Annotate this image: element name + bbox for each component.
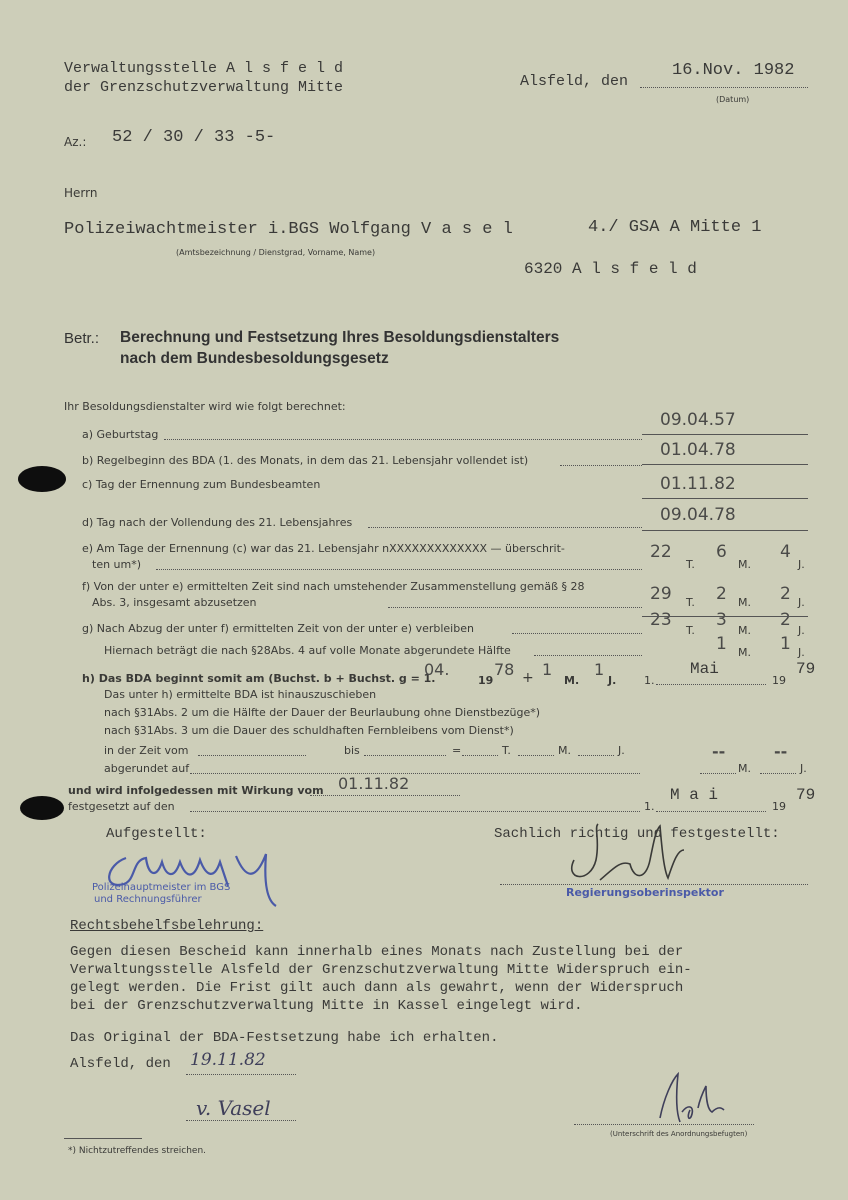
defer-j-line — [578, 755, 614, 756]
row-f-t-unit: T. — [686, 596, 695, 609]
final-year: 79 — [796, 786, 816, 804]
officer-signature-line — [574, 1124, 754, 1125]
row-f-j-unit: J. — [798, 596, 805, 609]
row-e-j: 4 — [780, 542, 791, 562]
half-m: 1 — [716, 634, 727, 654]
row-e-t: 22 — [650, 542, 672, 562]
row-a-rule — [642, 434, 808, 435]
remedy-line-1: Gegen diesen Bescheid kann innerhalb eines Monats nach Zustellung bei der — [70, 944, 684, 960]
recipient-caption: (Amtsbezeichnung / Dienstgrad, Vorname, Name) — [176, 248, 376, 257]
row-e-m: 6 — [716, 542, 727, 562]
row-f-m-unit: M. — [738, 596, 751, 609]
remedy-line-3: gelegt werden. Die Frist gilt auch dann als gewahrt, wenn der Widerspruch — [70, 980, 684, 996]
final-line-1: und wird infolgedessen mit Wirkung vom — [68, 784, 324, 797]
defer-m-value-unit: M. — [738, 762, 751, 775]
row-a-value: 09.04.57 — [660, 410, 736, 430]
org-line-2: der Grenzschutzverwaltung Mitte — [64, 79, 344, 96]
row-e-t-unit: T. — [686, 558, 695, 571]
final-date: 01.11.82 — [338, 774, 410, 793]
footnote-rule — [64, 1138, 142, 1139]
defer-from-line — [198, 755, 306, 756]
remedy-line-4: bei der Grenzschutzverwaltung Mitte in Kassel eingelegt wird. — [70, 998, 583, 1014]
subject-label: Betr.: — [64, 330, 100, 347]
row-h-plus: + — [522, 670, 534, 686]
row-f-leader — [388, 607, 642, 608]
row-f-t: 29 — [650, 584, 672, 604]
receipt-date: 19.11.82 — [190, 1050, 266, 1070]
subject-line-1: Berechnung und Festsetzung Ihres Besoldungsdienstalters — [120, 329, 560, 346]
row-h-result-year: 79 — [796, 660, 816, 678]
row-f-label-2: Abs. 3, insgesamt abzusetzen — [92, 596, 257, 609]
half-m-unit: M. — [738, 646, 751, 659]
prepared-by-label: Aufgestellt: — [106, 826, 207, 842]
row-h-month: 04. — [424, 660, 450, 679]
row-d-label: d) Tag nach der Vollendung des 21. Lebensjahres — [82, 516, 353, 529]
remedy-title: Rechtsbehelfsbelehrung: — [70, 918, 264, 934]
final-yr-prefix: 19 — [772, 800, 786, 813]
half-j-unit: J. — [798, 646, 805, 659]
row-h-year: 78 — [494, 660, 515, 679]
final-line-2: festgesetzt auf den — [68, 800, 175, 813]
org-line-1: Verwaltungsstelle A l s f e l d — [64, 60, 344, 77]
remedy-line-2: Verwaltungsstelle Alsfeld der Grenzschutzverwaltung Mitte Widerspruch ein- — [70, 962, 692, 978]
defer-line-3: nach §31Abs. 3 um die Dauer des schuldhaften Fernbleibens vom Dienst*) — [104, 724, 514, 737]
row-h-j-unit: J. — [608, 674, 617, 687]
receipt-place: Alsfeld, den — [70, 1056, 171, 1072]
officer-signature — [620, 1068, 740, 1128]
recipient-signature: v. Vasel — [196, 1096, 271, 1120]
verified-by-label: Sachlich richtig und festgestellt: — [494, 826, 780, 842]
row-h-m: 1 — [542, 660, 553, 679]
row-b-rule — [642, 464, 808, 465]
defer-j: -- — [774, 742, 788, 761]
final-month-line — [656, 811, 766, 812]
row-c-value: 01.11.82 — [660, 474, 736, 494]
row-b-value: 01.04.78 — [660, 440, 736, 460]
row-g-rule — [642, 616, 808, 617]
verified-by-stamp: Regierungsoberinspektor — [566, 886, 724, 899]
defer-t-line — [462, 755, 498, 756]
row-c-label: c) Tag der Ernennung zum Bundesbeamten — [82, 478, 321, 491]
defer-m-value-line — [700, 773, 736, 774]
place-label: Alsfeld, den — [520, 73, 629, 90]
az-label: Az.: — [64, 135, 87, 149]
defer-m: -- — [712, 742, 726, 761]
final-leader — [190, 811, 640, 812]
defer-to-line — [364, 755, 446, 756]
row-d-value: 09.04.78 — [660, 505, 736, 525]
defer-line-5: abgerundet auf — [104, 762, 190, 775]
date-value: 16.Nov. 1982 — [672, 61, 795, 80]
punch-hole-top — [18, 466, 66, 492]
row-a-leader — [164, 439, 642, 440]
recipient-city: 6320 A l s f e l d — [524, 260, 697, 278]
officer-caption: (Unterschrift des Anordnungsbefugten) — [610, 1130, 748, 1138]
row-c-rule — [642, 498, 808, 499]
defer-t-unit: T. — [502, 744, 511, 757]
row-g-j: 2 — [780, 610, 791, 630]
verified-by-line — [500, 884, 808, 885]
defer-m-line — [518, 755, 554, 756]
final-month: M a i — [670, 786, 719, 804]
row-g-leader — [512, 633, 642, 634]
final-prefix: 1. — [644, 800, 655, 813]
prepared-by-stamp-1: Polizeihauptmeister im BGS — [92, 882, 231, 893]
row-e-label-1: e) Am Tage der Ernennung (c) war das 21. Lebensjahr nXXXXXXXXXXXXX — überschrit- — [82, 542, 565, 555]
row-g-label: g) Nach Abzug der unter f) ermittelten Zeit von der unter e) verbleiben — [82, 622, 474, 635]
row-h-label: h) Das BDA beginnt somit am (Buchst. b + Buchst. g = 1. — [82, 672, 436, 685]
defer-j-value-line — [760, 773, 796, 774]
intro-text: Ihr Besoldungsdienstalter wird wie folgt berechnet: — [64, 400, 346, 413]
defer-eq: = — [452, 744, 462, 757]
half-j: 1 — [780, 634, 791, 654]
defer-m-unit: M. — [558, 744, 571, 757]
row-g-j-unit: J. — [798, 624, 805, 637]
herrn-label: Herrn — [64, 186, 98, 200]
recipient-unit: 4./ GSA A Mitte 1 — [588, 218, 762, 237]
row-b-leader — [560, 465, 642, 466]
defer-line-4: in der Zeit vom — [104, 744, 189, 757]
half-leader — [534, 655, 642, 656]
half-label: Hiernach beträgt die nach §28Abs. 4 auf volle Monate abgerundete Hälfte — [104, 644, 511, 657]
subject-line-2: nach dem Bundesbesoldungsgesetz — [120, 350, 389, 367]
row-f-label-1: f) Von der unter e) ermittelten Zeit sind nach umstehender Zusammenstellung gemäß § 28 — [82, 580, 585, 593]
date-line — [640, 87, 808, 88]
row-g-m-unit: M. — [738, 624, 751, 637]
defer-line-2: nach §31Abs. 2 um die Hälfte der Dauer der Beurlaubung ohne Dienstbezüge*) — [104, 706, 541, 719]
receipt-date-line — [186, 1074, 296, 1075]
prepared-by-stamp-2: und Rechnungsführer — [94, 894, 202, 905]
row-e-label-2: ten um*) — [92, 558, 142, 571]
row-h-result-month: Mai — [690, 660, 719, 678]
row-e-m-unit: M. — [738, 558, 751, 571]
row-h-m-unit: M. — [564, 674, 580, 687]
receipt-line: Das Original der BDA-Festsetzung habe ich erhalten. — [70, 1030, 499, 1046]
row-d-leader — [368, 527, 642, 528]
row-h-result-line — [656, 684, 766, 685]
row-g-m: 3 — [716, 610, 727, 630]
row-h-result-prefix: 1. — [644, 674, 655, 687]
date-caption: (Datum) — [716, 95, 750, 104]
defer-bis: bis — [344, 744, 360, 757]
row-h-j: 1 — [594, 660, 605, 679]
row-h-yr-prefix: 19 — [478, 674, 494, 687]
row-g-t: 23 — [650, 610, 672, 630]
recipient-signature-line — [186, 1120, 296, 1121]
row-f-j: 2 — [780, 584, 791, 604]
row-h-result-yr-prefix: 19 — [772, 674, 786, 687]
defer-line-1: Das unter h) ermittelte BDA ist hinauszuschieben — [104, 688, 377, 701]
final-date-line — [310, 795, 460, 796]
defer-j-value-unit: J. — [800, 762, 807, 775]
az-value: 52 / 30 / 33 -5- — [112, 128, 276, 147]
punch-hole-bottom — [20, 796, 64, 820]
defer-round-line — [190, 773, 640, 774]
row-a-label: a) Geburtstag — [82, 428, 159, 441]
row-g-t-unit: T. — [686, 624, 695, 637]
footnote: *) Nichtzutreffendes streichen. — [68, 1146, 207, 1156]
row-f-m: 2 — [716, 584, 727, 604]
row-b-label: b) Regelbeginn des BDA (1. des Monats, in dem das 21. Lebensjahr vollendet ist) — [82, 454, 529, 467]
row-e-j-unit: J. — [798, 558, 805, 571]
row-e-leader — [156, 569, 642, 570]
row-d-rule — [642, 530, 808, 531]
recipient-name: Polizeiwachtmeister i.BGS Wolfgang V a s e l — [64, 220, 513, 239]
defer-j-unit: J. — [618, 744, 625, 757]
